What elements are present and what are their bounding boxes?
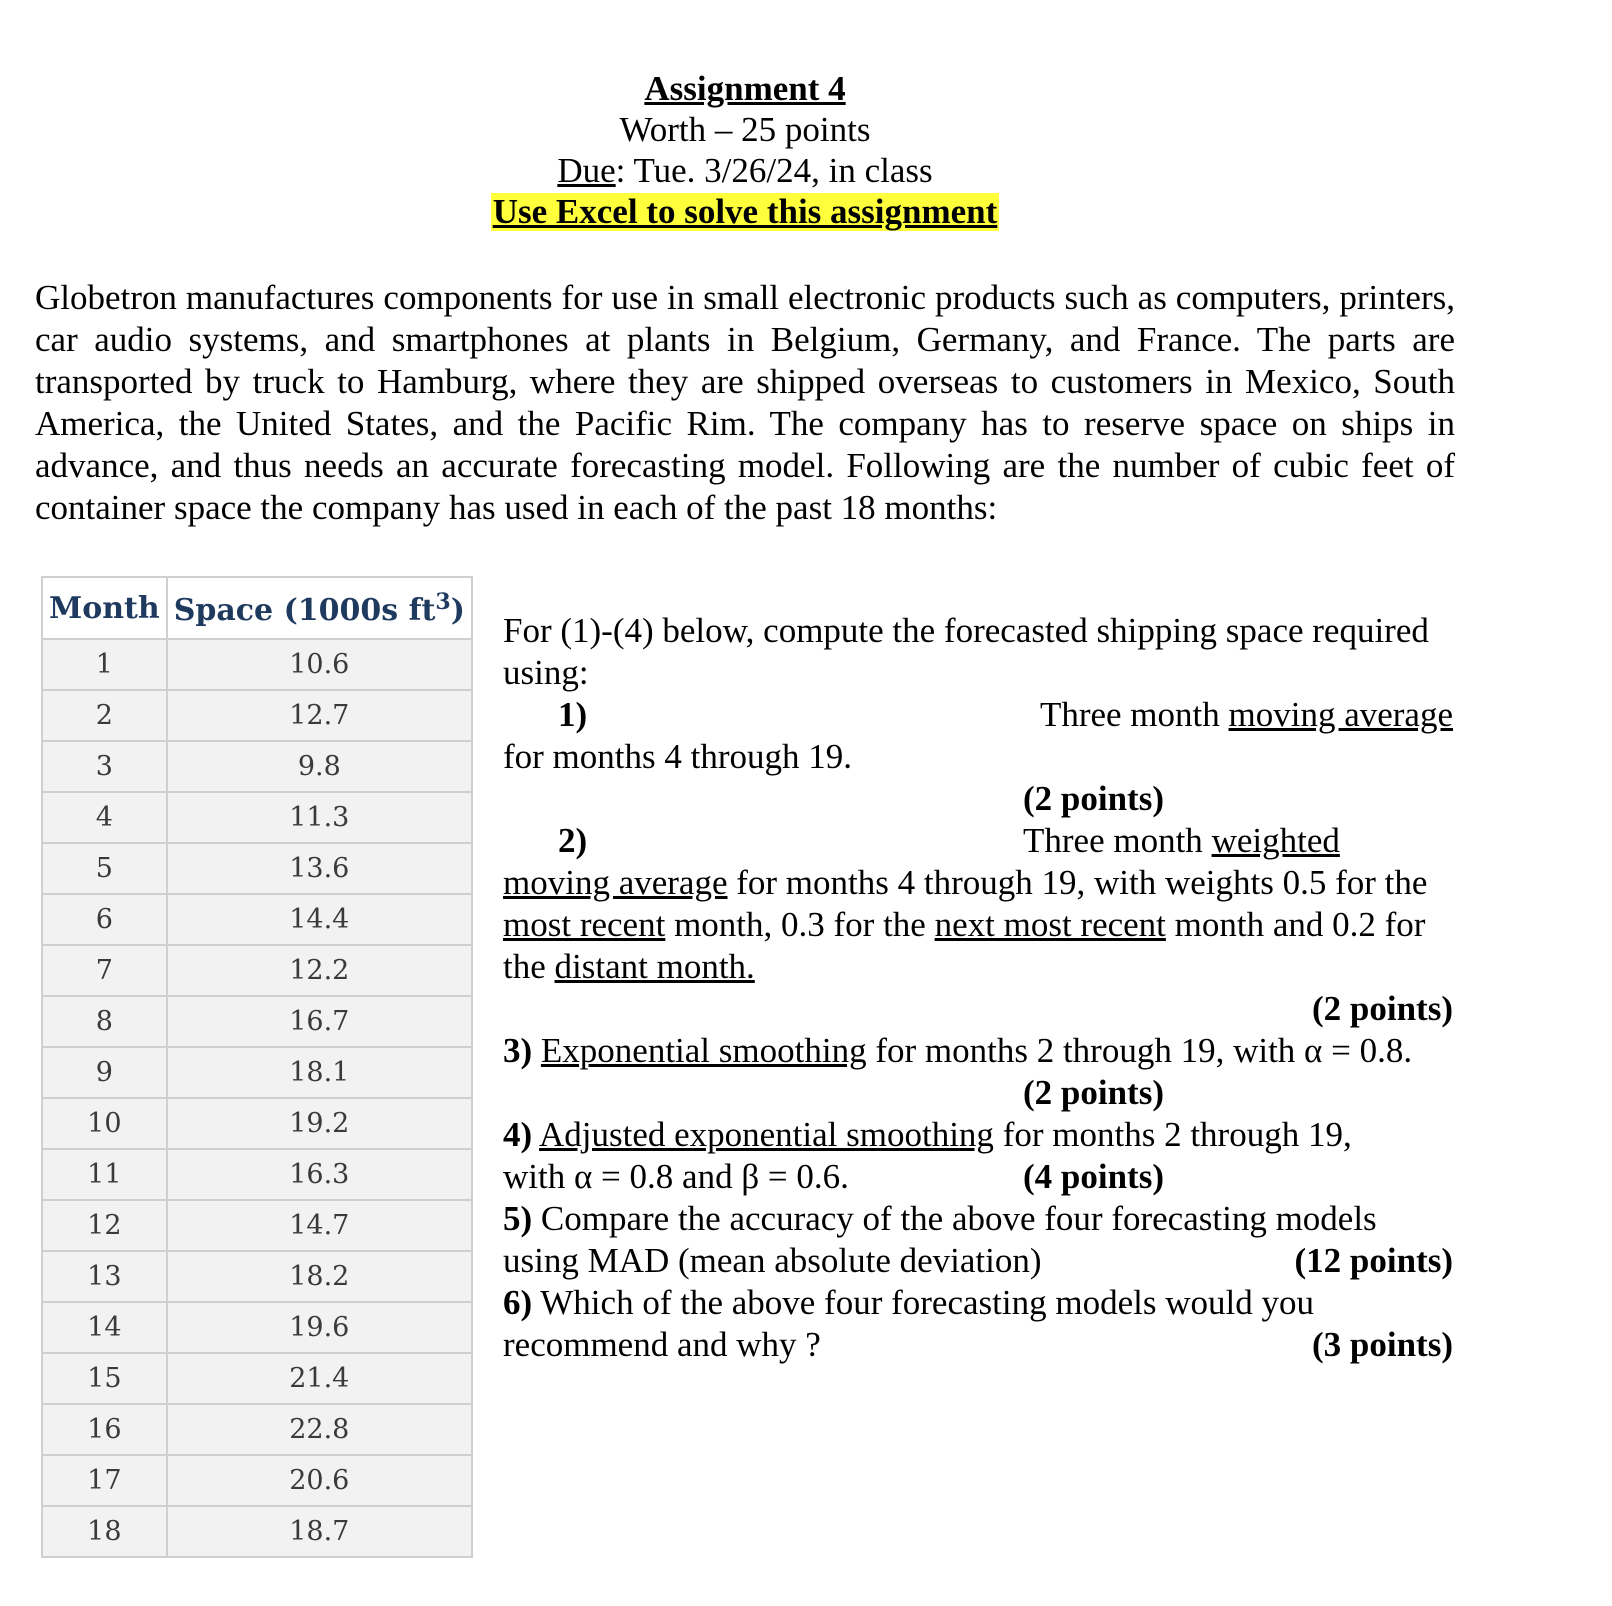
space-cell: 14.4 (167, 894, 472, 945)
month-cell: 5 (42, 843, 167, 894)
space-cell: 16.7 (167, 996, 472, 1047)
space-cell: 18.1 (167, 1047, 472, 1098)
table-row (42, 843, 472, 894)
table-row (42, 996, 472, 1047)
question-3: 3) Exponential smoothing for months 2 through 19, with α = 0.8. (503, 1031, 1413, 1070)
table-row (42, 792, 472, 843)
q6-points: (3 points) (1312, 1325, 1453, 1364)
question-4: 4) Adjusted exponential smoothing for months 2 through 19, (503, 1115, 1352, 1154)
assignment-header (0, 68, 1490, 232)
month-cell: 6 (42, 894, 167, 945)
space-cell: 21.4 (167, 1353, 472, 1404)
q4-points: (4 points) (1023, 1157, 1164, 1196)
question-1: 1) Three month moving average (558, 695, 1453, 734)
table-row (42, 1506, 472, 1557)
month-cell: 14 (42, 1302, 167, 1353)
assignment-title: Assignment 4 (644, 69, 846, 108)
q1-points: (2 points) (1023, 779, 1164, 818)
month-cell: 9 (42, 1047, 167, 1098)
space-cell: 20.6 (167, 1455, 472, 1506)
month-cell: 12 (42, 1200, 167, 1251)
space-cell: 9.8 (167, 741, 472, 792)
table-row (42, 741, 472, 792)
space-cell: 11.3 (167, 792, 472, 843)
month-cell: 4 (42, 792, 167, 843)
space-cell: 13.6 (167, 843, 472, 894)
table-row (42, 690, 472, 741)
month-cell: 2 (42, 690, 167, 741)
month-cell: 11 (42, 1149, 167, 1200)
table-row (42, 1098, 472, 1149)
space-cell: 18.2 (167, 1251, 472, 1302)
question-2: 2) Three month weighted (558, 821, 1340, 860)
table-row (42, 1302, 472, 1353)
table-row (42, 945, 472, 996)
space-cell: 16.3 (167, 1149, 472, 1200)
month-cell: 3 (42, 741, 167, 792)
table-row (42, 639, 472, 690)
space-cell: 14.7 (167, 1200, 472, 1251)
month-column-header: Month (42, 577, 167, 639)
worth-line: Worth – 25 points (619, 110, 871, 149)
table-row (42, 1251, 472, 1302)
questions-lead: For (1)-(4) below, compute the forecasted shipping space required using: (503, 611, 1429, 692)
month-cell: 1 (42, 639, 167, 690)
month-cell: 8 (42, 996, 167, 1047)
month-cell: 17 (42, 1455, 167, 1506)
q2-points: (2 points) (1312, 989, 1453, 1028)
space-cell: 19.2 (167, 1098, 472, 1149)
month-cell: 18 (42, 1506, 167, 1557)
intro-paragraph: Globetron manufactures components for use in small electronic products such as computers, printers, car audio systems, and smartphones at plants in Belgium, Germany, and France. The parts are transported by truck to Hamburg, where they are shipped overseas to customers in Mexico, South America, the United States, and the Pacific Rim. The company has to reserve space on ships in advance, and thus needs an accurate forecasting model. Following are the number of cubic feet of container space the company has used in each of the past 18 months: (35, 278, 1455, 527)
table-row (42, 1149, 472, 1200)
questions-section: For (1)-(4) below, compute the forecasted shipping space required using: 1) Three month moving average for months 4 through 19. (2 points) 2) Three month weighted moving average for months 4 through 19, with weights 0.5 for the most recent month, 0.3 for the next most recent month and 0.2 for the distant month. (2 points) 3) Exponential smoothing for months 2 through 19, with α = 0.8. (2 points) 4) Adjusted exponential smoothing for months 2 through 19, with α = 0.8 and β = 0.6. (4 points) 5) Compare the accuracy of the above four forecasting models using MAD (mean absolute deviation) (12 points) 6) Which of the above four forecasting models would you recommend and why ? (3 points) (503, 611, 1453, 1364)
month-cell: 7 (42, 945, 167, 996)
space-cell: 12.7 (167, 690, 472, 741)
space-cell: 19.6 (167, 1302, 472, 1353)
table-row (42, 1047, 472, 1098)
space-cell: 12.2 (167, 945, 472, 996)
table-row (42, 1200, 472, 1251)
month-cell: 16 (42, 1404, 167, 1455)
excel-instruction: Use Excel to solve this assignment (492, 192, 998, 231)
space-cell: 22.8 (167, 1404, 472, 1455)
table-row (42, 1353, 472, 1404)
q5-points: (12 points) (1294, 1241, 1453, 1280)
question-6: 6) Which of the above four forecasting models would you (503, 1283, 1314, 1322)
table-row (42, 1404, 472, 1455)
month-cell: 15 (42, 1353, 167, 1404)
space-column-header: Space (1000s $ft^3$) (167, 577, 472, 639)
space-table (41, 576, 473, 1558)
table-row (42, 1455, 472, 1506)
space-cell: 18.7 (167, 1506, 472, 1557)
space-cell: 10.6 (167, 639, 472, 690)
question-5: 5) Compare the accuracy of the above four forecasting models (503, 1199, 1377, 1238)
table-header-row (42, 577, 472, 639)
due-line: Due: Tue. 3/26/24, in class (557, 151, 933, 190)
month-cell: 10 (42, 1098, 167, 1149)
table-row (42, 894, 472, 945)
month-cell: 13 (42, 1251, 167, 1302)
q3-points: (2 points) (1023, 1073, 1164, 1112)
